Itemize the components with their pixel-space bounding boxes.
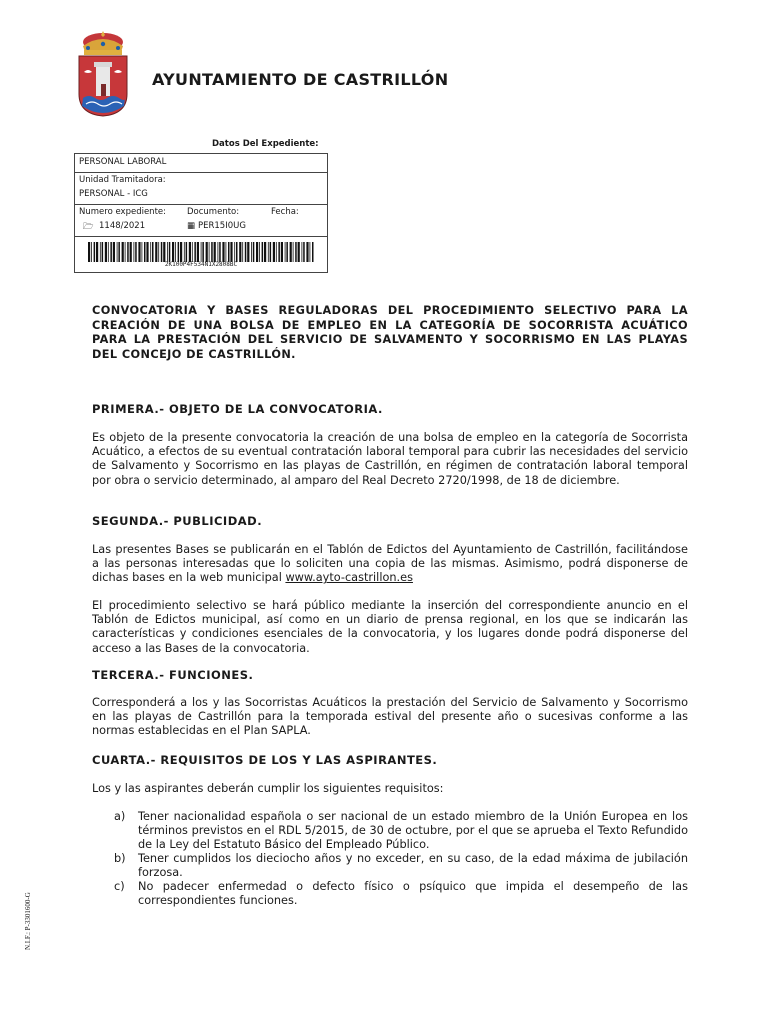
expediente-tipo: PERSONAL LABORAL bbox=[79, 157, 167, 167]
organization-name: AYUNTAMIENTO DE CASTRILLÓN bbox=[152, 70, 449, 89]
section-segunda-heading: SEGUNDA.- PUBLICIDAD. bbox=[92, 514, 263, 528]
list-item-mark: a) bbox=[114, 810, 126, 823]
expediente-box-title: Datos Del Expediente: bbox=[212, 139, 319, 149]
documento-value: PER15I0UG bbox=[198, 221, 246, 231]
expediente-tipo-row bbox=[75, 154, 327, 173]
list-item-mark: c) bbox=[114, 880, 125, 893]
section-primera-heading: PRIMERA.- OBJETO DE LA CONVOCATORIA. bbox=[92, 402, 383, 416]
document-icon: ▦ bbox=[187, 221, 196, 231]
list-item-mark: b) bbox=[114, 852, 126, 865]
unidad-value: PERSONAL - ICG bbox=[79, 189, 148, 199]
coat-of-arms-logo bbox=[74, 28, 132, 118]
section-segunda-paragraph-1 bbox=[92, 543, 688, 586]
numero-row bbox=[75, 204, 327, 237]
barcode-text: 2K100P4F534N1X2808BC bbox=[164, 261, 238, 268]
expediente-box bbox=[74, 153, 328, 273]
list-item-text: Tener nacionalidad española o ser nacional de un estado miembro de la Unión Europea en los términos previstos en el RDL 5/2015, de 30 de octubre, por el que se aprueba el Texto Refundido de la Ley del Estatuto Básico del Empleado Público. bbox=[138, 810, 688, 852]
section-segunda-paragraph-2: El procedimiento selectivo se hará público mediante la inserción del correspondiente anuncio en el Tablón de Edictos municipal, así como en un diario de prensa regional, en los que se indicarán las características y condiciones esenciales de la convocatoria, y los lugares donde podrá disponerse del acceso a las Bases de la convocatoria. bbox=[92, 599, 688, 655]
list-item-text: Tener cumplidos los dieciocho años y no exceder, en su caso, de la edad máxima de jubilación forzosa. bbox=[138, 852, 688, 880]
section-cuarta-heading: CUARTA.- REQUISITOS DE LOS Y LAS ASPIRANTES. bbox=[92, 753, 438, 767]
barcode bbox=[88, 242, 316, 262]
unidad-row bbox=[75, 172, 327, 205]
documento-label: Documento: bbox=[187, 207, 240, 217]
nif-margin-note: N.I.F.: P-3301600-G bbox=[24, 892, 32, 950]
section-segunda-text: Las presentes Bases se publicarán en el Tablón de Edictos del Ayuntamiento de Castrillón, facilitándose a las personas interesadas que lo soliciten una copia de las mismas. Asimismo, podrá disponerse de dichas bases en la web municipal bbox=[92, 543, 688, 585]
folder-icon: 🗁 bbox=[83, 222, 94, 232]
numero-label: Numero expediente: bbox=[79, 207, 167, 217]
section-tercera-paragraph: Corresponderá a los y las Socorristas Acuáticos la prestación del Servicio de Salvamento y Socorrismo en las playas de Castrillón para la temporada estival del presente año o sucesivas conforme a las normas establecidas en el Plan SAPLA. bbox=[92, 696, 688, 738]
section-cuarta-intro: Los y las aspirantes deberán cumplir los siguientes requisitos: bbox=[92, 782, 444, 795]
web-municipal-link[interactable]: www.ayto-castrillon.es bbox=[285, 571, 413, 585]
fecha-label: Fecha: bbox=[271, 207, 299, 217]
document-title: CONVOCATORIA Y BASES REGULADORAS DEL PROCEDIMIENTO SELECTIVO PARA LA CREACIÓN DE UNA BOLSA DE EMPLEO EN LA CATEGORÍA DE SOCORRISTA ACUÁTICO PARA LA PRESTACIÓN DEL SERVICIO DE SALVAMENTO Y SOCORRISMO EN LAS PLAYAS DEL CONCEJO DE CASTRILLÓN. bbox=[92, 304, 688, 361]
section-tercera-heading: TERCERA.- FUNCIONES. bbox=[92, 668, 254, 682]
numero-value: 1148/2021 bbox=[99, 221, 146, 231]
list-item-text: No padecer enfermedad o defecto físico o psíquico que impida el desempeño de las correspondientes funciones. bbox=[138, 880, 688, 908]
section-primera-paragraph: Es objeto de la presente convocatoria la creación de una bolsa de empleo en la categoría de Socorrista Acuático, a efectos de su eventual contratación laboral temporal para cubrir las necesidades del servicio de Salvamento y Socorrismo en las playas de Castrillón, en régimen de contratación laboral temporal por obra o servicio determinado, al amparo del Real Decreto 2720/1998, de 18 de diciembre. bbox=[92, 431, 688, 487]
unidad-label: Unidad Tramitadora: bbox=[79, 175, 166, 185]
